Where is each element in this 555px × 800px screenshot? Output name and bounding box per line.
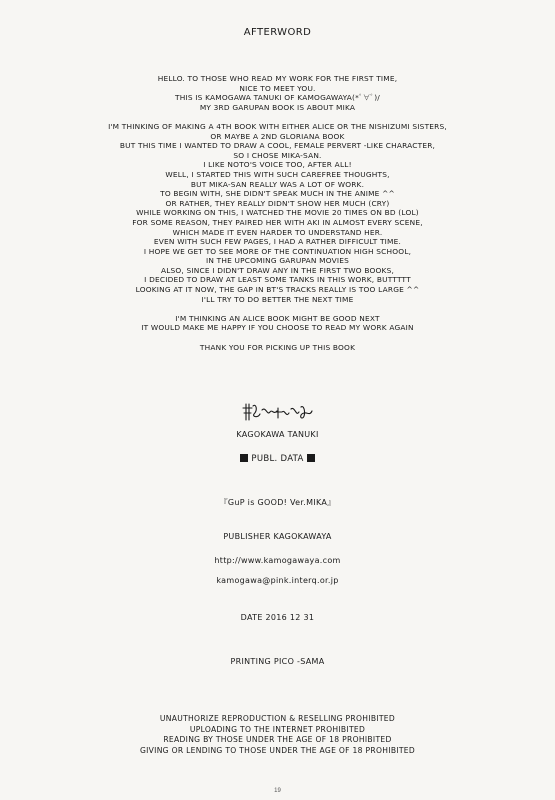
body-line: TO BEGIN WITH, SHE DIDN'T SPEAK MUCH IN THE ANIME ^^: [160, 189, 395, 199]
body-line: I LIKE NOTO'S VOICE TOO, AFTER ALL!: [203, 160, 352, 170]
body-line: I'LL TRY TO DO BETTER THE NEXT TIME: [201, 294, 354, 304]
website-url: http://www.kamogawaya.com: [214, 556, 341, 565]
body-line: SO I CHOSE MIKA-SAN.: [233, 150, 322, 160]
body-line: THANK YOU FOR PICKING UP THIS BOOK: [199, 342, 356, 352]
body-line: BUT MIKA-SAN REALLY WAS A LOT OF WORK.: [190, 179, 365, 189]
body-line: ALSO, SINCE I DIDN'T DRAW ANY IN THE FIRST TWO BOOKS,: [160, 265, 395, 275]
author-name: KAGOKAWA TANUKI: [236, 430, 319, 439]
body-line: I'M THINKING AN ALICE BOOK MIGHT BE GOOD NEXT: [175, 313, 380, 323]
body-line: EVEN WITH SUCH FEW PAGES, I HAD A RATHER DIFFICULT TIME.: [153, 237, 402, 247]
book-title: 『GuP is GOOD! Ver.MIKA』: [219, 498, 336, 507]
square-icon: [240, 454, 248, 462]
publisher-line: PUBLISHER KAGOKAWAYA: [223, 532, 332, 541]
email-address: kamogawa@pink.interq.or.jp: [216, 576, 339, 585]
body-line: IT WOULD MAKE ME HAPPY IF YOU CHOOSE TO READ MY WORK AGAIN: [141, 323, 414, 333]
printing-line: PRINTING PICO -SAMA: [230, 657, 325, 666]
publ-data-header: PUBL. DATA: [0, 454, 555, 464]
body-line: I HOPE WE GET TO SEE MORE OF THE CONTINUATION HIGH SCHOOL,: [143, 246, 412, 256]
body-line: OR MAYBE A 2ND GLORIANA BOOK: [210, 131, 345, 141]
notice-line: GIVING OR LENDING TO THOSE UNDER THE AGE OF 18 PROHIBITED: [139, 745, 416, 755]
page-number: 19: [274, 788, 281, 794]
paragraph-gap: [40, 333, 515, 343]
paragraph-gap: [40, 304, 515, 314]
prohibition-notices: [0, 714, 555, 756]
body-line: FOR SOME REASON, THEY PAIRED HER WITH AKI IN ALMOST EVERY SCENE,: [132, 217, 423, 227]
body-line: IN THE UPCOMING GARUPAN MOVIES: [205, 256, 350, 266]
signature-image: [240, 400, 320, 424]
body-line: I DECIDED TO DRAW AT LEAST SOME TANKS IN THIS WORK, BUTTTTT: [144, 275, 411, 285]
body-line: LOOKING AT IT NOW, THE GAP IN BT'S TRACKS REALLY IS TOO LARGE ^^: [135, 285, 420, 295]
square-icon: [307, 454, 315, 462]
body-line: I'M THINKING OF MAKING A 4TH BOOK WITH EITHER ALICE OR THE NISHIZUMI SISTERS,: [108, 121, 447, 131]
body-line: BUT THIS TIME I WANTED TO DRAW A COOL, FEMALE PERVERT -LIKE CHARACTER,: [119, 141, 436, 151]
body-line: WELL, I STARTED THIS WITH SUCH CAREFREE THOUGHTS,: [165, 169, 390, 179]
notice-line: UPLOADING TO THE INTERNET PROHIBITED: [189, 724, 366, 734]
body-line: NICE TO MEET YOU.: [239, 83, 316, 93]
body-line: MY 3RD GARUPAN BOOK IS ABOUT MIKA: [199, 102, 356, 112]
body-line: WHILE WORKING ON THIS, I WATCHED THE MOVIE 20 TIMES ON BD (LOL): [136, 208, 419, 218]
notice-line: READING BY THOSE UNDER THE AGE OF 18 PROHIBITED: [163, 735, 392, 745]
afterword-body: [40, 74, 515, 352]
body-line: HELLO. TO THOSE WHO READ MY WORK FOR THE FIRST TIME,: [157, 74, 398, 83]
page-title: AFTERWORD: [243, 27, 312, 38]
date-line: DATE 2016 12 31: [240, 613, 315, 622]
body-line: WHICH MADE IT EVEN HARDER TO UNDERSTAND HER.: [172, 227, 383, 237]
body-line: THIS IS KAMOGAWA TANUKI OF KAMOGAWAYA(*ﾟ∀ﾟ)/: [175, 93, 380, 103]
paragraph-gap: [40, 112, 515, 122]
body-line: OR RATHER, THEY REALLY DIDN'T SHOW HER MUCH (CRY): [165, 198, 390, 208]
notice-line: UNAUTHORIZE REPRODUCTION & RESELLING PROHIBITED: [159, 714, 396, 723]
